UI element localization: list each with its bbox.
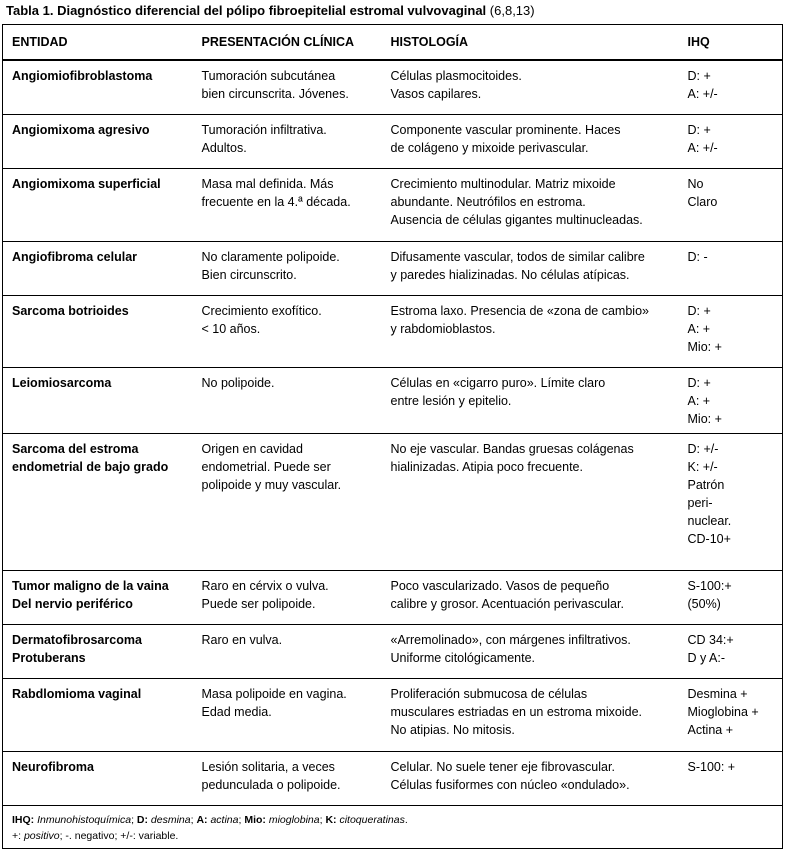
footnote-segment: ; -. negativo; +/-: variable. — [59, 829, 179, 842]
cell-line: K: +/- — [687, 459, 718, 474]
cell-line: Leiomiosarcoma — [12, 375, 112, 390]
cell-entidad — [3, 624, 198, 678]
footnote-segment: A: — [196, 813, 208, 826]
cell-line: hialinizadas. Atipia poco frecuente. — [390, 459, 583, 474]
cell-line: Lesión solitaria, a veces — [201, 759, 335, 774]
cell-line: A: + — [687, 393, 711, 408]
cell-histologia — [388, 295, 685, 367]
cell-line: Sarcoma del estroma — [12, 441, 139, 456]
table-row — [3, 570, 783, 624]
cell-ihq — [685, 678, 783, 751]
cell-line: y rabdomioblastos. — [390, 321, 496, 336]
cell-line: endometrial. Puede ser — [201, 459, 331, 474]
cell-line: A: +/- — [687, 140, 718, 155]
cell-line: abundante. Neutrófilos en estroma. — [390, 194, 586, 209]
cell-line: Crecimiento multinodular. Matriz mixoide — [390, 176, 616, 191]
table-row — [3, 295, 783, 367]
cell-line: A: +/- — [687, 87, 718, 101]
cell-line: Tumoración subcutánea — [201, 69, 336, 83]
cell-line: Patrón — [687, 477, 725, 492]
cell-line: (50%) — [687, 596, 721, 611]
cell-histologia — [388, 624, 685, 678]
table-row — [3, 60, 783, 114]
cell-histologia — [388, 678, 685, 751]
cell-line: nuclear. — [687, 513, 732, 528]
cell-line: Adultos. — [201, 140, 247, 155]
cell-line: Angiomixoma agresivo — [12, 122, 150, 137]
footnote-segment: ; — [319, 813, 326, 826]
cell-line: Puede ser polipoide. — [201, 596, 316, 611]
cell-presentacion — [198, 295, 388, 367]
footnote-segment: positivo — [23, 829, 60, 842]
cell-line: Proliferación submucosa de células — [390, 686, 588, 701]
cell-line: D: + — [687, 303, 711, 318]
cell-histologia — [388, 570, 685, 624]
table-row — [3, 241, 783, 295]
cell-line: Protuberans — [12, 650, 86, 665]
cell-ihq — [685, 295, 783, 367]
cell-line: Crecimiento exofítico. — [201, 303, 322, 318]
cell-line: Raro en cérvix o vulva. — [201, 578, 329, 593]
cell-histologia — [388, 60, 685, 114]
cell-line: Origen en cavidad — [201, 441, 303, 456]
cell-line: Estroma laxo. Presencia de «zona de cambio» — [390, 303, 649, 318]
cell-presentacion — [198, 570, 388, 624]
cell-line: S-100: + — [687, 759, 736, 774]
table-row — [3, 678, 783, 751]
cell-line: Componente vascular prominente. Haces — [390, 122, 621, 137]
table-row — [3, 367, 783, 433]
cell-histologia — [388, 367, 685, 433]
cell-line: «Arremolinado», con márgenes infiltrativos. — [390, 632, 631, 647]
table-row — [3, 624, 783, 678]
cell-presentacion — [198, 367, 388, 433]
cell-line: Células fusiformes con núcleo «ondulado». — [390, 777, 630, 792]
cell-ihq — [685, 168, 783, 241]
cell-ihq — [685, 624, 783, 678]
cell-ihq — [685, 367, 783, 433]
footnote-segment: +: — [12, 829, 24, 842]
cell-line: Tumor maligno de la vaina — [12, 578, 169, 593]
cell-ihq — [685, 751, 783, 805]
footnote-segment: ; — [190, 813, 197, 826]
footnote-legend — [12, 828, 773, 844]
cell-line: Células plasmocitoides. — [390, 69, 522, 83]
table-body — [3, 60, 783, 805]
cell-histologia — [388, 433, 685, 570]
footnote-segment: D: — [136, 813, 148, 826]
cell-line: Células en «cigarro puro». Límite claro — [390, 375, 606, 390]
cell-line: D y A:- — [687, 650, 726, 665]
cell-line: Rabdlomioma vaginal — [12, 686, 142, 701]
cell-line: No — [687, 176, 704, 191]
cell-line: Bien circunscrito. — [201, 267, 297, 282]
cell-line: Angiomixoma superficial — [12, 176, 161, 191]
cell-line: No claramente polipoide. — [201, 249, 340, 264]
cell-line: < 10 años. — [201, 321, 261, 336]
cell-entidad — [3, 751, 198, 805]
cell-line: D: - — [687, 249, 708, 264]
cell-line: entre lesión y epitelio. — [390, 393, 512, 408]
cell-line: bien circunscrita. Jóvenes. — [201, 87, 349, 101]
cell-line: musculares estriadas en un estroma mixoide. — [390, 704, 643, 719]
cell-line: A: + — [687, 321, 711, 336]
cell-line: S-100:+ — [687, 578, 732, 593]
cell-line: Desmina + — [687, 686, 748, 701]
cell-ihq — [685, 114, 783, 168]
cell-line: polipoide y muy vascular. — [201, 477, 342, 492]
cell-entidad — [3, 168, 198, 241]
cell-line: Difusamente vascular, todos de similar calibre — [390, 249, 645, 264]
differential-diagnosis-table — [2, 24, 783, 849]
cell-presentacion — [198, 241, 388, 295]
header-presentacion-clinica: PRESENTACIÓN CLÍNICA — [198, 25, 388, 61]
footnote-segment: K: — [325, 813, 337, 826]
cell-line: de colágeno y mixoide perivascular. — [390, 140, 589, 155]
cell-presentacion — [198, 751, 388, 805]
table-label: Tabla 1. — [6, 3, 54, 18]
cell-line: Vasos capilares. — [390, 87, 482, 101]
cell-line: Neurofibroma — [12, 759, 94, 774]
cell-line: pedunculada o polipoide. — [201, 777, 341, 792]
cell-line: D: + — [687, 375, 711, 390]
cell-entidad — [3, 433, 198, 570]
cell-entidad — [3, 678, 198, 751]
cell-line: Mio: + — [687, 339, 722, 354]
cell-presentacion — [198, 678, 388, 751]
cell-entidad — [3, 60, 198, 114]
footnote-segment: citoqueratinas — [336, 813, 405, 826]
footnote-segment: ; — [131, 813, 137, 826]
cell-line: Ausencia de células gigantes multinucleadas. — [390, 212, 643, 227]
table-references: (6,8,13) — [489, 3, 535, 18]
cell-line: Mio: + — [687, 411, 722, 426]
table-caption — [6, 3, 535, 18]
cell-line: peri- — [687, 495, 713, 510]
cell-line: Claro — [687, 194, 718, 209]
cell-line: Edad media. — [201, 704, 272, 719]
table-title: Diagnóstico diferencial del pólipo fibroepitelial estromal vulvovaginal — [57, 3, 487, 18]
cell-histologia — [388, 751, 685, 805]
cell-line: endometrial de bajo grado — [12, 459, 169, 474]
cell-line: y paredes hializinadas. No células atípicas. — [390, 267, 630, 282]
cell-line: Uniforme citológicamente. — [390, 650, 536, 665]
cell-line: frecuente en la 4.ª década. — [201, 194, 351, 209]
cell-line: Dermatofibrosarcoma — [12, 632, 142, 647]
table-row — [3, 751, 783, 805]
cell-line: Tumoración infiltrativa. — [201, 122, 327, 137]
footnote-segment: IHQ: — [12, 813, 35, 826]
footnote-segment: Inmunohistoquímica — [34, 813, 132, 826]
cell-histologia — [388, 241, 685, 295]
cell-line: Masa mal definida. Más — [201, 176, 334, 191]
header-row — [3, 25, 783, 61]
cell-histologia — [388, 114, 685, 168]
cell-presentacion — [198, 433, 388, 570]
cell-line: Angiomiofibroblastoma — [12, 69, 153, 83]
footnote-segment: . — [404, 813, 408, 826]
cell-line: No atipias. No mitosis. — [390, 722, 515, 737]
cell-presentacion — [198, 114, 388, 168]
cell-line: Mioglobina + — [687, 704, 759, 719]
cell-ihq — [685, 241, 783, 295]
footnote-segment: actina — [207, 813, 239, 826]
header-histologia: HISTOLOGÍA — [388, 25, 685, 61]
table-row — [3, 433, 783, 570]
cell-line: CD-10+ — [687, 531, 731, 546]
table-row — [3, 168, 783, 241]
table-row — [3, 114, 783, 168]
cell-entidad — [3, 114, 198, 168]
cell-line: Actina + — [687, 722, 734, 737]
cell-line: Masa polipoide en vagina. — [201, 686, 347, 701]
cell-line: Sarcoma botrioides — [12, 303, 129, 318]
cell-presentacion — [198, 168, 388, 241]
cell-ihq — [685, 60, 783, 114]
cell-line: Celular. No suele tener eje fibrovascular. — [390, 759, 615, 774]
footnote-segment: ; — [238, 813, 245, 826]
cell-line: calibre y grosor. Acentuación perivascular. — [390, 596, 624, 611]
cell-line: D: + — [687, 122, 711, 137]
cell-line: No polipoide. — [201, 375, 275, 390]
cell-entidad — [3, 367, 198, 433]
header-ihq: IHQ — [685, 25, 783, 61]
cell-line: D: + — [687, 69, 711, 83]
cell-line: Del nervio periférico — [12, 596, 133, 611]
cell-line: Poco vascularizado. Vasos de pequeño — [390, 578, 610, 593]
footnote-segment: Mio: — [244, 813, 266, 826]
cell-ihq — [685, 570, 783, 624]
cell-entidad — [3, 570, 198, 624]
footnote-segment: desmina — [148, 813, 191, 826]
cell-presentacion — [198, 60, 388, 114]
cell-line: CD 34:+ — [687, 632, 734, 647]
cell-entidad — [3, 295, 198, 367]
footnote — [3, 805, 783, 848]
footnote-row — [3, 805, 783, 848]
cell-ihq — [685, 433, 783, 570]
footnote-segment: mioglobina — [265, 813, 320, 826]
header-entidad: ENTIDAD — [3, 25, 198, 61]
cell-line: D: +/- — [687, 441, 719, 456]
cell-histologia — [388, 168, 685, 241]
cell-presentacion — [198, 624, 388, 678]
cell-entidad — [3, 241, 198, 295]
footnote-abbreviations — [12, 812, 773, 828]
cell-line: No eje vascular. Bandas gruesas colágenas — [390, 441, 634, 456]
cell-line: Angiofibroma celular — [12, 249, 138, 264]
cell-line: Raro en vulva. — [201, 632, 283, 647]
